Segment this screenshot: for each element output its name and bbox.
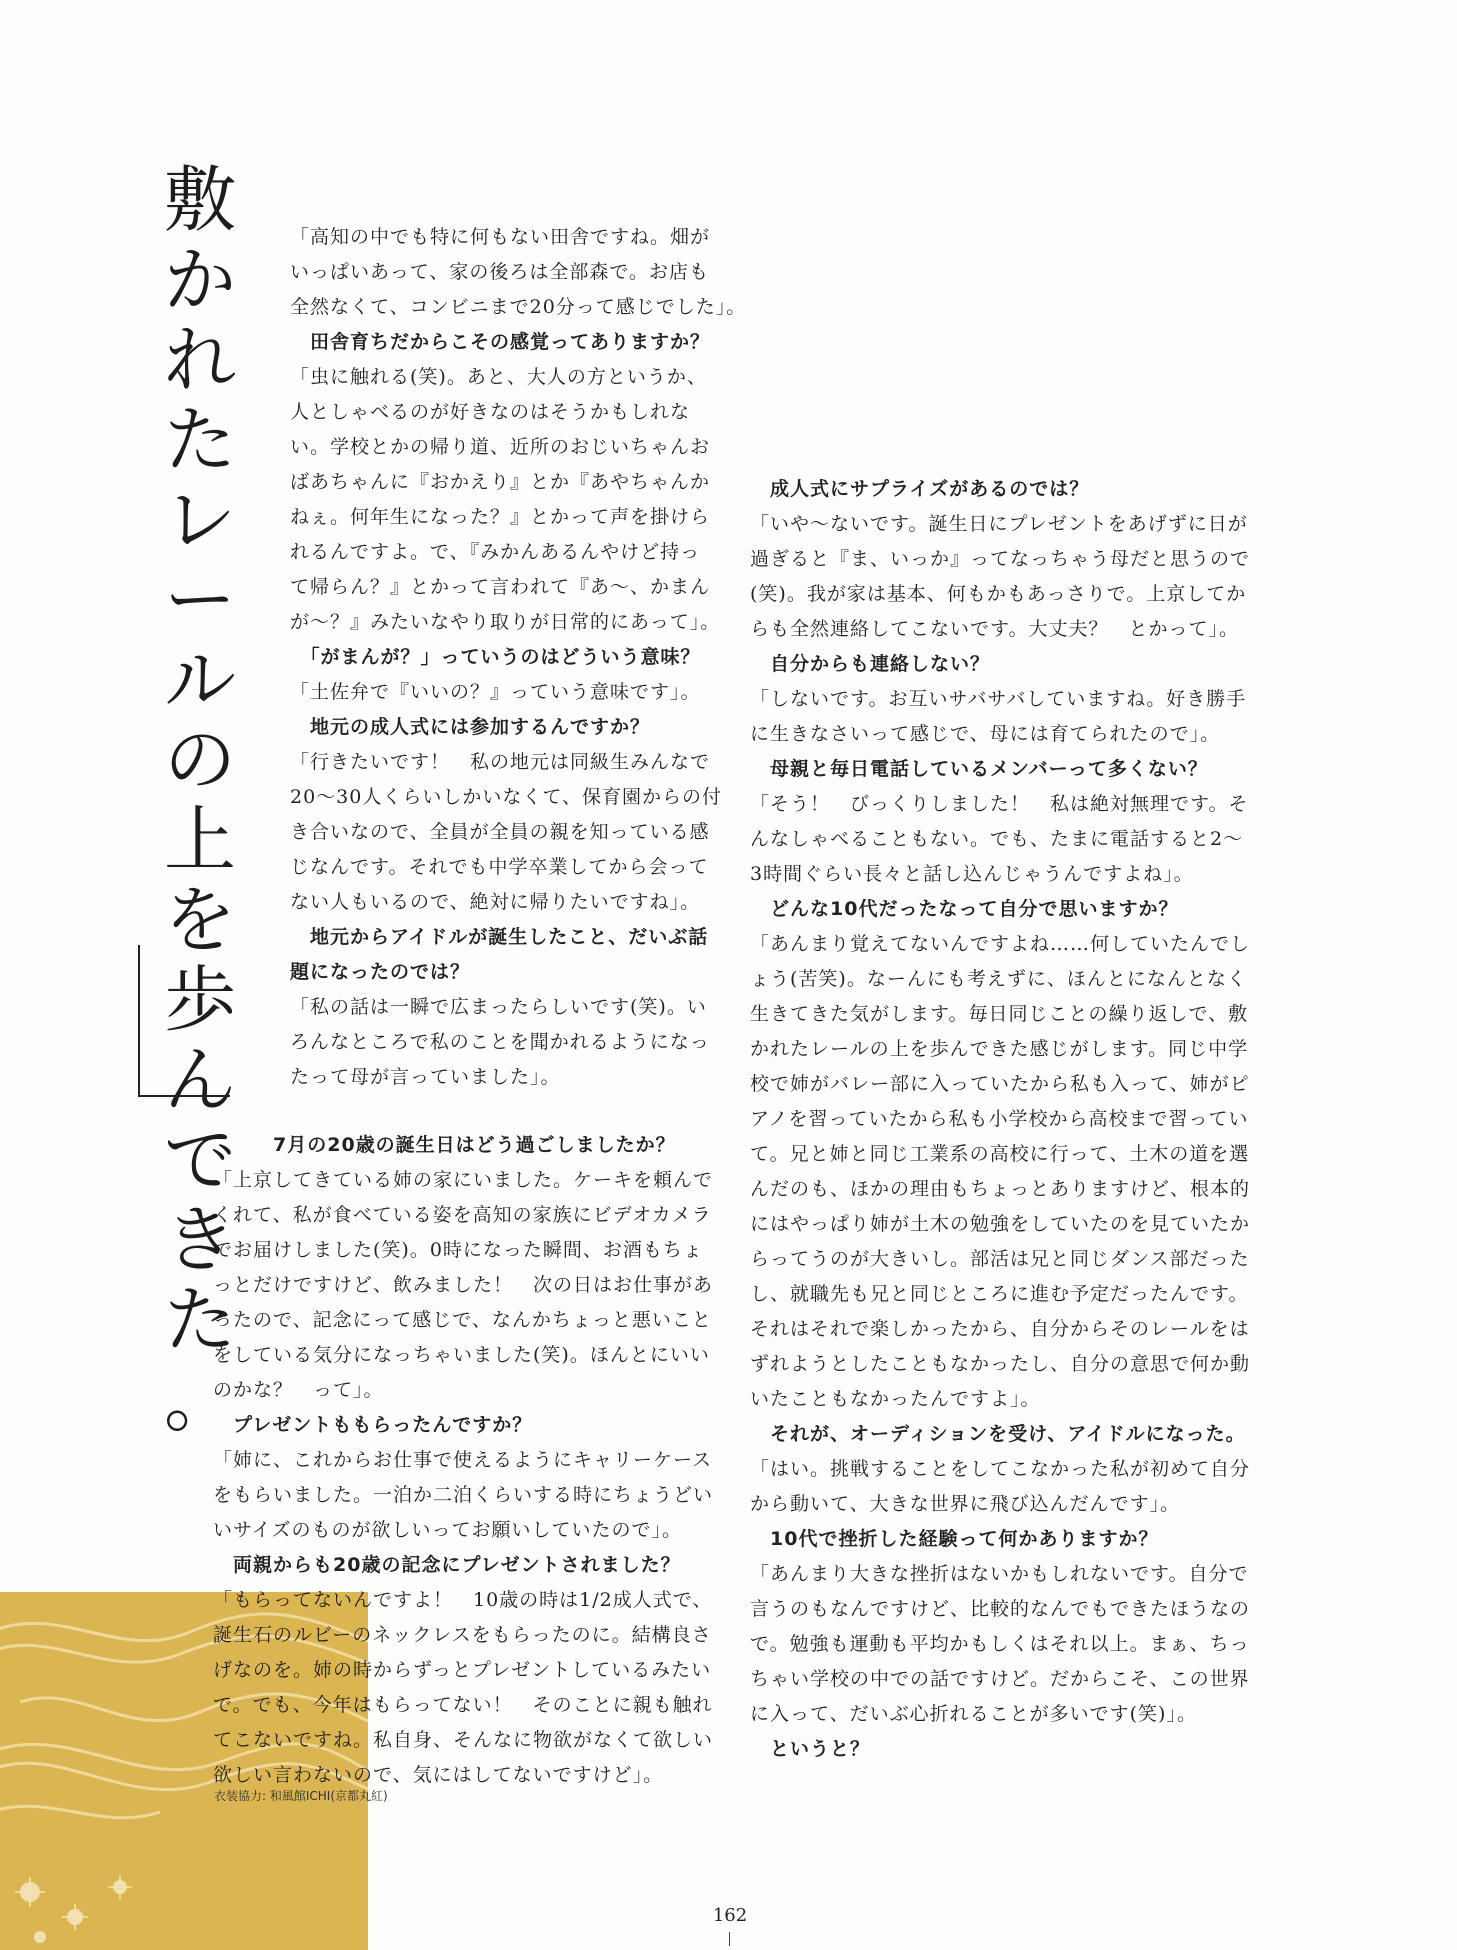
column-2 [750, 472, 1250, 1767]
column-1 [290, 220, 747, 1095]
interview-answer: 「そう！ びっくりしました！ 私は絶対無理です。そ んなしゃべることもない。でも、たまに電話すると2〜 3時間ぐらい長々と話し込んじゃうんですよね」。 [750, 793, 1249, 885]
interview-question: 両親からも20歳の記念にプレゼントされました？ [213, 1554, 681, 1576]
headline-char: ん [163, 1038, 236, 1122]
interview-answer: 「虫に触れる(笑)。あと、大人の方というか、 人としゃべるのが好きなのはそうかもしれな い。学校とかの帰り道、近所のおじいちゃんお ばあちゃんに『おかえり』とか『あやちゃんか ねぇ。何年生になった？』とかって声を掛けら れるんですよ。で、『みかんあるんやけど持っ て帰らん？』とかって言われて『あ〜、かまん が〜？』みたいなやり取りが日常的にあって」。 [290, 366, 721, 633]
page-number-tick [729, 1932, 730, 1946]
page-number: 162 [712, 1905, 748, 1926]
headline-char: 歩 [163, 958, 236, 1042]
headline-bracket [138, 945, 230, 1097]
headline-char: を [163, 878, 236, 962]
interview-answer: 「私の話は一瞬で広まったらしいです(笑)。い ろんなところで私のことを聞かれるようになっ たって母が言っていました」。 [290, 996, 710, 1088]
headline-char: レ [163, 478, 236, 562]
headline-char: 上 [163, 798, 236, 882]
interview-question: それが、オーディションを受け、アイドルになった。 [750, 1423, 1246, 1445]
interview-question: 「がまんが？」っていうのはどういう意味？ [290, 646, 701, 668]
interview-question: 10代で挫折した経験って何かありますか？ [750, 1528, 1159, 1550]
headline-char: ル [163, 638, 236, 722]
interview-question: というと？ [750, 1738, 871, 1760]
interview-answer: 「しないです。お互いサバサバしていますね。好き勝手 に生きなさいって感じで、母には育てられたので」。 [750, 688, 1247, 745]
interview-question: 母親と毎日電話しているメンバーって多くない？ [750, 758, 1208, 780]
interview-question: 7月の20歳の誕生日はどう過ごしましたか？ [213, 1134, 676, 1156]
interview-question: 地元の成人式には参加するんですか？ [290, 716, 651, 738]
interview-answer: 「行きたいです！ 私の地元は同級生みんなで 20〜30人くらいしかいなくて、保育園からの付 き合いなので、全員が全員の親を知っている感 じなんです。それでも中学卒業してから会って ない人もいるので、絶対に帰りたいですね」。 [290, 751, 722, 913]
headline-char: れ [163, 318, 236, 402]
interview-question: どんな10代だったなって自分で思いますか？ [750, 898, 1179, 920]
headline-char: た [163, 398, 236, 482]
headline-char: 敷 [163, 158, 236, 242]
interview-answer: 「いや〜ないです。誕生日にプレゼントをあげずに日が 過ぎると『ま、いっか』ってなっちゃう母だと思うので (笑)。我が家は基本、何もかもあっさりで。上京してか らも全然連絡してこないです。大丈夫？ とかって」。 [750, 513, 1251, 640]
interview-answer: 「はい。挑戦することをしてこなかった私が初めて自分 から動いて、大きな世界に飛び込んだんです」。 [750, 1458, 1251, 1515]
headline-char: た [163, 1278, 236, 1362]
interview-question: 田舎育ちだからこその感覚ってありますか？ [290, 331, 711, 353]
interview-answer: 「あんまり覚えてないんですよね……何していたんでし ょう(苦笑)。なーんにも考えずに、ほんとになんとなく 生きてきた気がします。毎日同じことの繰り返しで、敷 かれたレールの上を歩んできた感じがします。同じ中学 校で姉がバレー部に入っていたから私も入って、姉がピ アノを習っていたから私も小学校から高校まで習ってい て。兄と姉と同じ工業系の高校に行って、土木の道を選 んだのも、ほかの理由もちょっとありますけど、根本的 にはやっぱり姉が土木の勉強をしていたのを見ていたか らってうのが大きいし。部活は兄と同じダンス部だった し、就職先も兄と同じところに進む予定だったんです。 それはそれで楽しかったから、自分からそのレールをは ずれようとしたこともなかったし、自分の意思で何か動 いたこともなかったんですよ」。 [750, 933, 1251, 1410]
headline-char: 。 [163, 1358, 236, 1442]
headline-char: か [163, 238, 236, 322]
interview-answer: 「上京してきている姉の家にいました。ケーキを頼んで くれて、私が食べている姿を高知の家族にビデオカメラ でお届けしました(笑)。0時になった瞬間、お酒もちょ っとだけですけど、飲みました！ 次の日はお仕事があ ったので、記念にって感じで、なんかちょっと悪いこと をしている気分になっちゃいました(笑)。ほんとにいい のかな？ って」。 [213, 1169, 714, 1401]
interview-question: 自分からも連絡しない？ [750, 653, 991, 675]
interview-answer: 「あんまり大きな挫折はないかもしれないです。自分で 言うのもなんですけど、比較的なんでもできたほうなの で。勉強も運動も平均かもしくはそれ以上。まぁ、ちっ ちゃい学校の中での話ですけど。だからこそ、この世界 に入って、だいぶ心折れることが多いです(笑)」。 [750, 1563, 1251, 1725]
headline-char: で [163, 1118, 236, 1202]
interview-answer: 「姉に、これからお仕事で使えるようにキャリーケース をもらいました。一泊か二泊くらいする時にちょうどい いサイズのものが欲しいってお願いしていたので」。 [213, 1449, 714, 1541]
column-1-lower [213, 1128, 725, 1793]
interview-answer: 「高知の中でも特に何もない田舎ですね。畑が いっぱいあって、家の後ろは全部森で。お店も 全然なくて、コンビニまで20分って感じでした」。 [290, 226, 747, 318]
interview-question: 成人式にサプライズがあるのでは？ [750, 478, 1090, 500]
costume-credit: 衣装協力: 和風館ICHI(京都丸紅) [214, 1789, 388, 1803]
headline-char: ー [163, 558, 236, 642]
interview-answer: 「土佐弁で『いいの？』っていう意味です」。 [290, 681, 701, 703]
headline-char: の [163, 718, 236, 802]
interview-question: プレゼントももらったんですか？ [213, 1414, 533, 1436]
interview-answer: 「もらってないんですよ！ 10歳の時は1/2成人式で、 誕生石のルビーのネックレスをもらったのに。結構良さ げなのを。姉の時からずっとプレゼントしているみたい で。でも、今年はもらってない！ そのことに親も触れ てこないですね。私自身、そんなに物欲がなくて欲しい 欲しい言わないので、気にはしてないですけど」。 [213, 1589, 714, 1786]
interview-question: 地元からアイドルが誕生したこと、だいぶ話 題になったのでは？ [290, 926, 709, 983]
headline-char: き [163, 1198, 236, 1282]
